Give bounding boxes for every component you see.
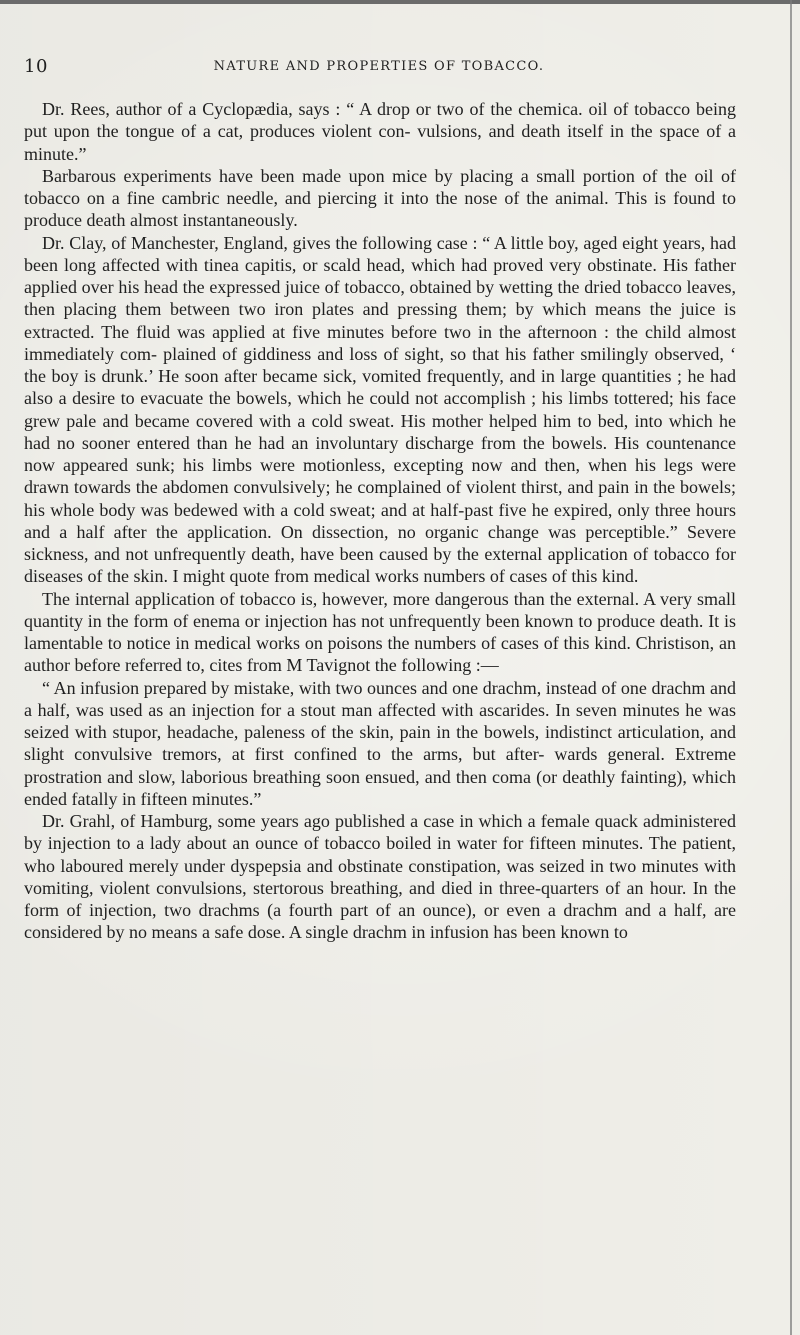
paragraph-mice-experiments: Barbarous experiments have been made upon mice by placing a small portion of the oil of tobacco on a fine cambric needle, and piercing it into the nose of the animal. This is found to produce death almost instantaneously. — [24, 165, 736, 231]
paragraph-tavignot-quote: “ An infusion prepared by mistake, with two ounces and one drachm, instead of one drachm and a half, was used as an injection for a stout man affected with ascarides. In seven minutes he was seized with stupor, headache, paleness of the skin, pain in the bowels, indistinct articulation, and slight convulsive tremors, at first confined to the arms, but after- wards general. Extreme prostration and slow, laborious breathing soon ensued, and then coma (or deathly fainting), which ended fatally in fifteen minutes.” — [24, 677, 736, 809]
page-number: 10 — [24, 56, 48, 77]
page-header — [24, 56, 740, 86]
paragraph-clay-case: Dr. Clay, of Manchester, England, gives the following case : “ A little boy, aged eight years, had been long affected with tinea capitis, or scald head, which had proved very obstinate. His father applied over his head the expressed juice of tobacco, obtained by wetting the dried tobacco leaves, then placing them between two iron plates and pressing them; by which means the juice is extracted. The fluid was applied at five minutes before two in the afternoon : the child almost immediately com- plained of giddiness and loss of sight, so that his father smilingly observed, ‘ the boy is drunk.’ He soon after became sick, vomited frequently, and in large quantities ; he had also a desire to evacuate the bowels, which he could not accomplish ; his limbs tottered; his face grew pale and became covered with a cold sweat. His mother helped him to bed, into which he had no sooner entered than he had an involuntary discharge from the bowels. His countenance now appeared sunk; his limbs were motionless, excepting now and then, when his legs were drawn towards the abdomen convulsively; he complained of violent thirst, and pain in the bowels; his whole body was bedewed with a cold sweat; and at half-past five he expired, only three hours and a half after the application. On dissection, no organic change was perceptible.” Severe sickness, and not unfrequently death, have been caused by the external application of tobacco for diseases of the skin. I might quote from medical works numbers of cases of this kind. — [24, 232, 736, 587]
paragraph-grahl-case: Dr. Grahl, of Hamburg, some years ago published a case in which a female quack administered by injection to a lady about an ounce of tobacco boiled in water for fifteen minutes. The patient, who laboured merely under dyspepsia and obstinate constipation, was seized in two minutes with vomiting, violent convulsions, stertorous breathing, and died in three-quarters of an hour. In the form of injection, two drachms (a fourth part of an ounce), or even a drachm and a half, are considered by no means a safe dose. A single drachm in infusion has been known to — [24, 811, 736, 943]
right-border-rule — [790, 0, 792, 1335]
paragraph-internal-application: The internal application of tobacco is, however, more dangerous than the external. A very small quantity in the form of enema or injection has not unfrequently been known to produce death. It is lamentable to notice in medical works on poisons the numbers of cases of this kind. Christison, an author before referred to, cites from M Tavignot the following :— — [24, 588, 736, 676]
paragraph-rees: Dr. Rees, author of a Cyclopædia, says : “ A drop or two of the chemica. oil of tobacco being put upon the tongue of a cat, produces violent con- vulsions, and death itself in the space of a minute.” — [24, 99, 736, 164]
top-border-rule — [0, 0, 800, 4]
running-title: NATURE AND PROPERTIES OF TOBACCO. — [213, 59, 545, 74]
body-text — [24, 98, 736, 944]
